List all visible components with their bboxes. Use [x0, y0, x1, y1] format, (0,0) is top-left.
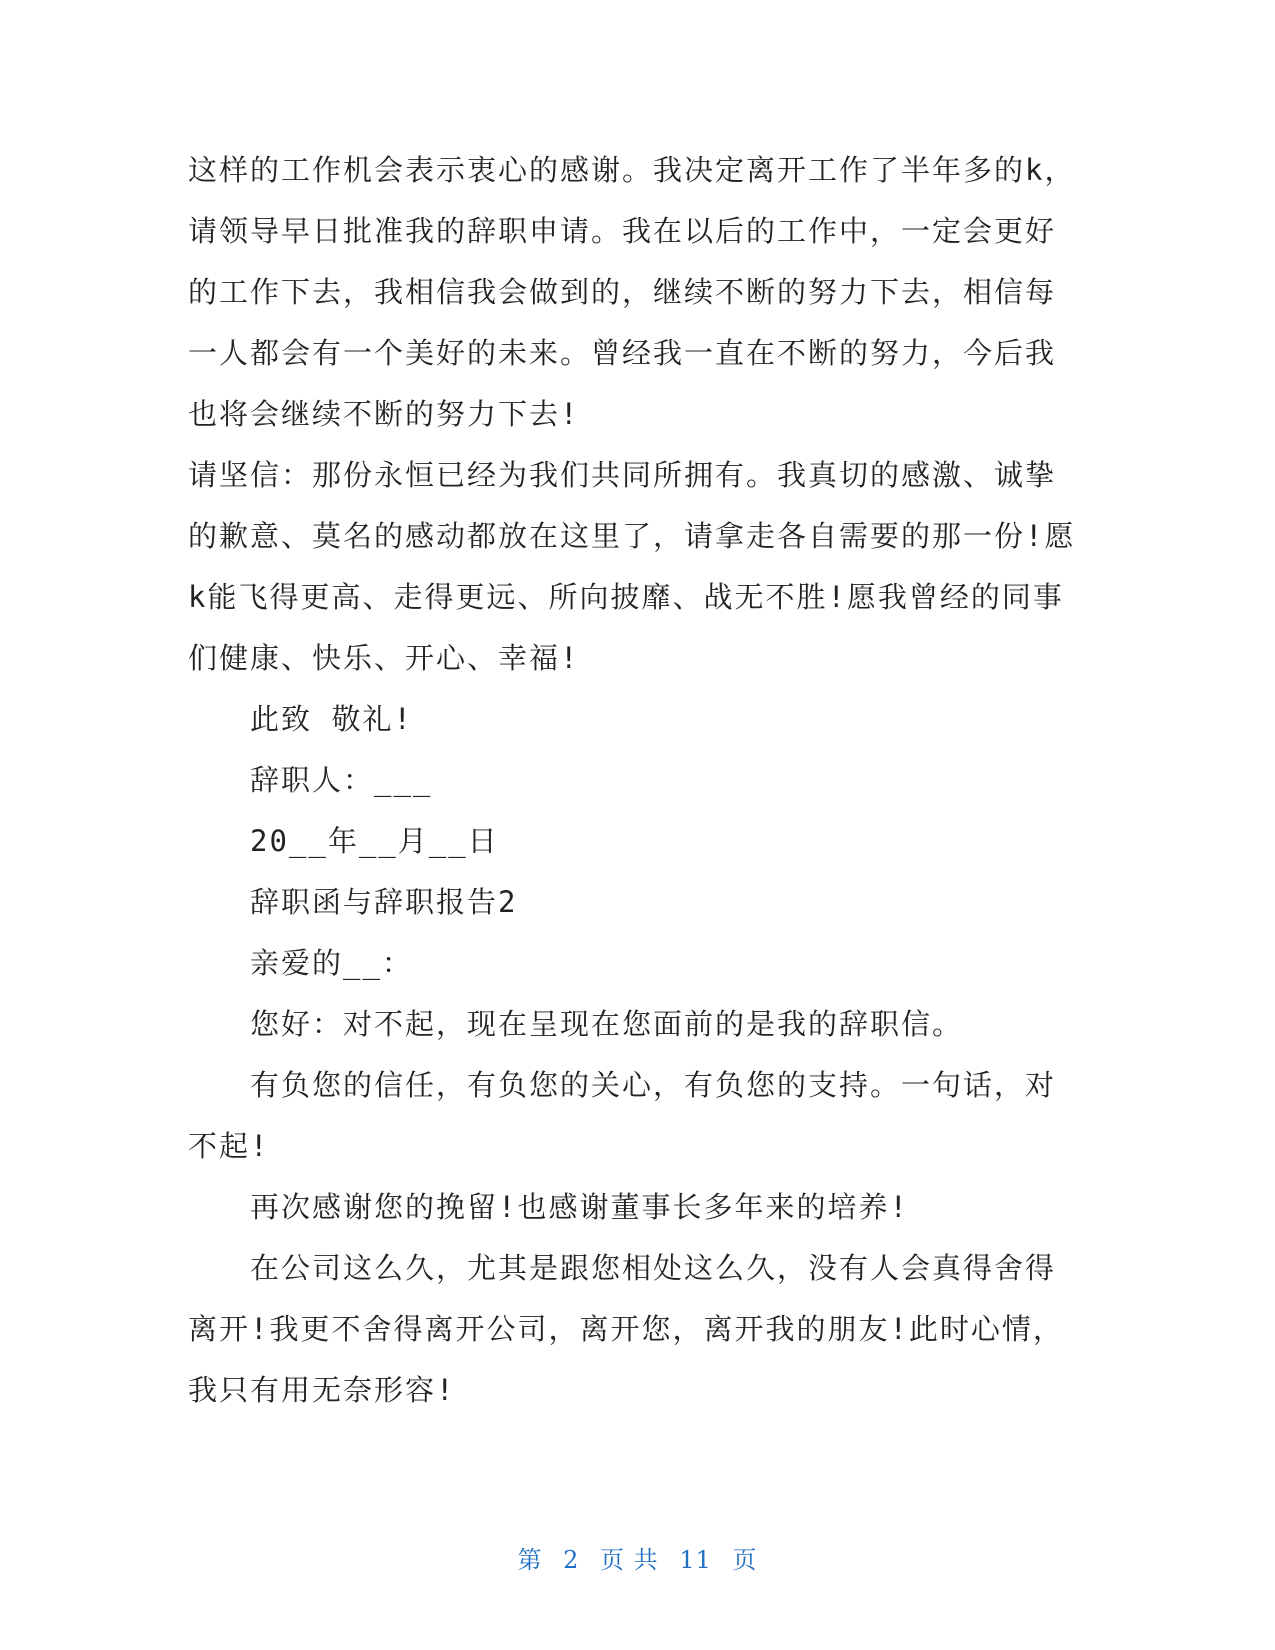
current-page-number: 2 [563, 1546, 580, 1574]
footer-mid: 页 共 [600, 1546, 659, 1574]
text-line: 离开!我更不舍得离开公司，离开您，离开我的朋友!此时心情， [188, 1312, 1064, 1346]
document-body [188, 140, 1076, 1421]
text-line: 一人都会有一个美好的未来。曾经我一直在不断的努力，今后我 [188, 336, 1057, 370]
text-line: 请坚信：那份永恒已经为我们共同所拥有。我真切的感激、诚挚 [188, 458, 1057, 492]
footer-prefix: 第 [517, 1546, 543, 1574]
text-line: k能飞得更高、走得更远、所向披靡、战无不胜!愿我曾经的同事 [188, 580, 1064, 614]
text-line: 您好：对不起，现在呈现在您面前的是我的辞职信。 [250, 1007, 964, 1041]
text-line: 我只有用无奈形容! [188, 1373, 456, 1407]
text-line: 这样的工作机会表示衷心的感谢。我决定离开工作了半年多的k， [188, 153, 1076, 187]
date-line: 20__年__月__日 [250, 824, 499, 858]
section-title: 辞职函与辞职报告2 [250, 885, 518, 919]
text-line: 在公司这么久，尤其是跟您相处这么久，没有人会真得舍得 [250, 1251, 1057, 1285]
greeting-line: 亲爱的__： [250, 946, 413, 980]
text-line: 有负您的信任，有负您的关心，有负您的支持。一句话，对 [250, 1068, 1057, 1102]
total-pages-number: 11 [679, 1546, 712, 1574]
signer-line: 辞职人：___ [250, 763, 433, 797]
closing-salutation: 此致 敬礼! [250, 702, 413, 736]
page-footer [0, 1540, 1275, 1575]
footer-suffix: 页 [732, 1546, 758, 1574]
text-line: 再次感谢您的挽留!也感谢董事长多年来的培养! [250, 1190, 909, 1224]
text-line: 也将会继续不断的努力下去! [188, 397, 580, 431]
text-line: 请领导早日批准我的辞职申请。我在以后的工作中，一定会更好 [188, 214, 1057, 248]
text-line: 们健康、快乐、开心、幸福! [188, 641, 580, 675]
text-line: 的工作下去，我相信我会做到的，继续不断的努力下去，相信每 [188, 275, 1057, 309]
text-line: 的歉意、莫名的感动都放在这里了，请拿走各自需要的那一份!愿 [188, 519, 1076, 553]
text-line: 不起! [188, 1129, 270, 1163]
